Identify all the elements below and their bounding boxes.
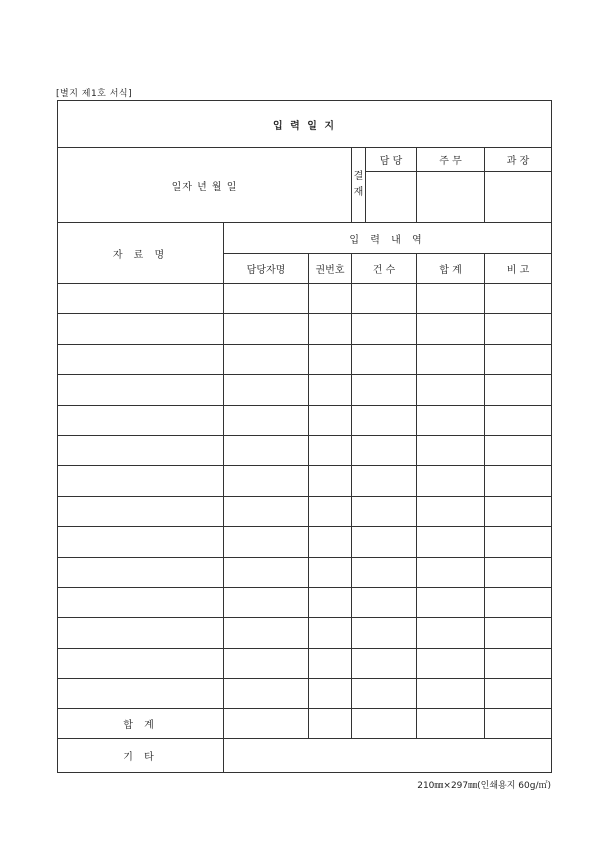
remarks-cell[interactable]	[485, 284, 552, 314]
date-field[interactable]: 일자 년 월 일	[58, 148, 352, 223]
person-name-cell[interactable]	[224, 587, 309, 617]
person-name-cell[interactable]	[224, 557, 309, 587]
person-name-cell[interactable]	[224, 466, 309, 496]
count-cell[interactable]	[352, 405, 417, 435]
remarks-cell[interactable]	[485, 405, 552, 435]
other-label: 기 타	[58, 739, 224, 773]
table-row	[58, 344, 552, 374]
volume-number-cell[interactable]	[309, 284, 352, 314]
material-name-cell[interactable]	[58, 557, 224, 587]
person-name-cell[interactable]	[224, 405, 309, 435]
count-cell[interactable]	[352, 557, 417, 587]
table-row	[58, 284, 552, 314]
table-row	[58, 466, 552, 496]
form-number-label: [별지 제1호 서식]	[56, 89, 133, 99]
total-cell[interactable]	[417, 314, 485, 344]
person-name-cell[interactable]	[224, 679, 309, 709]
header-person-name: 담당자명	[224, 254, 309, 284]
table-row	[58, 648, 552, 678]
count-cell[interactable]	[352, 466, 417, 496]
total-count-cell[interactable]	[352, 709, 417, 739]
entry-rows	[58, 284, 552, 709]
volume-number-cell[interactable]	[309, 375, 352, 405]
volume-number-cell[interactable]	[309, 344, 352, 374]
table-row	[58, 375, 552, 405]
remarks-cell[interactable]	[485, 648, 552, 678]
total-cell[interactable]	[417, 648, 485, 678]
form-title: 입 력 일 지	[58, 101, 552, 148]
total-volume-cell[interactable]	[309, 709, 352, 739]
volume-number-cell[interactable]	[309, 557, 352, 587]
person-name-cell[interactable]	[224, 344, 309, 374]
material-name-cell[interactable]	[58, 618, 224, 648]
count-cell[interactable]	[352, 496, 417, 526]
volume-number-cell[interactable]	[309, 466, 352, 496]
person-name-cell[interactable]	[224, 496, 309, 526]
volume-number-cell[interactable]	[309, 314, 352, 344]
volume-number-cell[interactable]	[309, 496, 352, 526]
total-person-cell[interactable]	[224, 709, 309, 739]
material-name-cell[interactable]	[58, 314, 224, 344]
count-cell[interactable]	[352, 618, 417, 648]
material-name-cell[interactable]	[58, 587, 224, 617]
material-name-cell[interactable]	[58, 648, 224, 678]
volume-number-cell[interactable]	[309, 679, 352, 709]
remarks-cell[interactable]	[485, 496, 552, 526]
remarks-cell[interactable]	[485, 527, 552, 557]
count-cell[interactable]	[352, 344, 417, 374]
total-cell[interactable]	[417, 284, 485, 314]
person-name-cell[interactable]	[224, 435, 309, 465]
total-label: 합 계	[58, 709, 224, 739]
volume-number-cell[interactable]	[309, 435, 352, 465]
material-name-cell[interactable]	[58, 375, 224, 405]
approval-sign-staff[interactable]	[366, 172, 417, 223]
input-log-form	[57, 100, 552, 773]
table-row	[58, 679, 552, 709]
volume-number-cell[interactable]	[309, 405, 352, 435]
table-row	[58, 527, 552, 557]
material-name-cell[interactable]	[58, 405, 224, 435]
approval-role-manager: 과 장	[485, 148, 552, 172]
person-name-cell[interactable]	[224, 375, 309, 405]
total-cell[interactable]	[417, 557, 485, 587]
remarks-cell[interactable]	[485, 344, 552, 374]
remarks-cell[interactable]	[485, 618, 552, 648]
total-cell[interactable]	[417, 375, 485, 405]
volume-number-cell[interactable]	[309, 618, 352, 648]
header-volume-number: 권번호	[309, 254, 352, 284]
table-row	[58, 314, 552, 344]
table-row	[58, 618, 552, 648]
volume-number-cell[interactable]	[309, 587, 352, 617]
header-count: 건 수	[352, 254, 417, 284]
total-cell[interactable]	[417, 466, 485, 496]
remarks-cell[interactable]	[485, 314, 552, 344]
person-name-cell[interactable]	[224, 284, 309, 314]
header-material-name: 자 료 명	[58, 223, 224, 284]
total-cell[interactable]	[417, 618, 485, 648]
person-name-cell[interactable]	[224, 527, 309, 557]
count-cell[interactable]	[352, 284, 417, 314]
material-name-cell[interactable]	[58, 435, 224, 465]
material-name-cell[interactable]	[58, 466, 224, 496]
approval-role-staff: 담 당	[366, 148, 417, 172]
total-sum-cell[interactable]	[417, 709, 485, 739]
other-field[interactable]	[224, 739, 552, 773]
volume-number-cell[interactable]	[309, 648, 352, 678]
person-name-cell[interactable]	[224, 314, 309, 344]
paper-spec-note: 210㎜×297㎜(인쇄용지 60g/㎡)	[417, 781, 551, 791]
volume-number-cell[interactable]	[309, 527, 352, 557]
material-name-cell[interactable]	[58, 284, 224, 314]
total-cell[interactable]	[417, 435, 485, 465]
remarks-cell[interactable]	[485, 557, 552, 587]
total-cell[interactable]	[417, 344, 485, 374]
remarks-cell[interactable]	[485, 435, 552, 465]
header-total: 합 계	[417, 254, 485, 284]
approval-role-chief: 주 무	[417, 148, 485, 172]
approval-sign-chief[interactable]	[417, 172, 485, 223]
total-cell[interactable]	[417, 496, 485, 526]
total-cell[interactable]	[417, 527, 485, 557]
table-row	[58, 557, 552, 587]
count-cell[interactable]	[352, 435, 417, 465]
count-cell[interactable]	[352, 648, 417, 678]
total-cell[interactable]	[417, 587, 485, 617]
table-row	[58, 405, 552, 435]
count-cell[interactable]	[352, 527, 417, 557]
material-name-cell[interactable]	[58, 527, 224, 557]
remarks-cell[interactable]	[485, 375, 552, 405]
approval-label: 결 재	[352, 148, 366, 223]
material-name-cell[interactable]	[58, 679, 224, 709]
remarks-cell[interactable]	[485, 587, 552, 617]
total-cell[interactable]	[417, 679, 485, 709]
approval-sign-manager[interactable]	[485, 172, 552, 223]
table-row	[58, 496, 552, 526]
remarks-cell[interactable]	[485, 679, 552, 709]
person-name-cell[interactable]	[224, 618, 309, 648]
material-name-cell[interactable]	[58, 344, 224, 374]
header-input-details: 입 력 내 역	[224, 223, 552, 254]
material-name-cell[interactable]	[58, 496, 224, 526]
count-cell[interactable]	[352, 314, 417, 344]
count-cell[interactable]	[352, 587, 417, 617]
header-remarks: 비 고	[485, 254, 552, 284]
person-name-cell[interactable]	[224, 648, 309, 678]
table-row	[58, 587, 552, 617]
count-cell[interactable]	[352, 375, 417, 405]
total-remarks-cell[interactable]	[485, 709, 552, 739]
table-row	[58, 435, 552, 465]
total-cell[interactable]	[417, 405, 485, 435]
count-cell[interactable]	[352, 679, 417, 709]
remarks-cell[interactable]	[485, 466, 552, 496]
